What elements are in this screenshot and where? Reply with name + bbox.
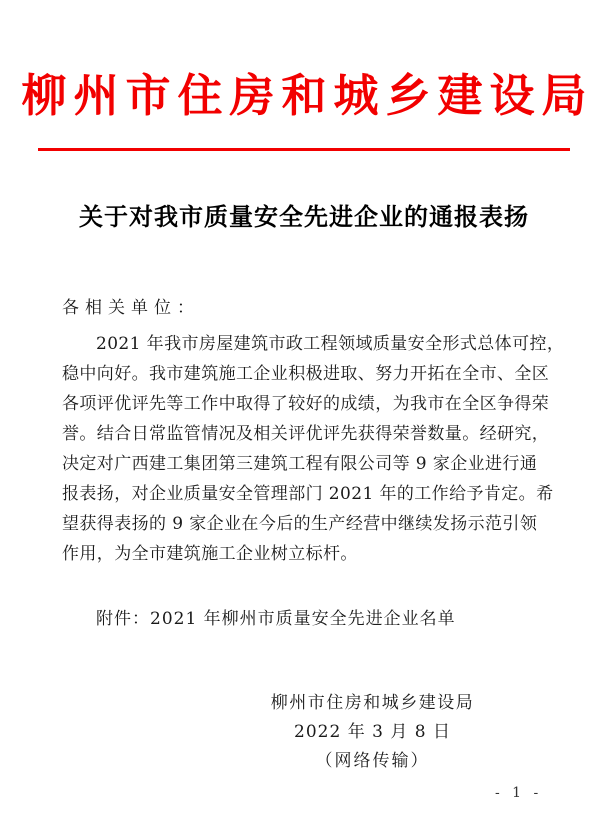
attachment-line: 附件：2021 年柳州市质量安全先进企业名单	[96, 609, 456, 629]
body-line: 2021 年我市房屋建筑市政工程领域质量安全形式总体可控，	[96, 334, 565, 354]
page-number: - 1 -	[495, 785, 543, 801]
body-line: 报表扬，对企业质量安全管理部门 2021 年的工作给予肯定。希	[62, 484, 554, 504]
document-title: 关于对我市质量安全先进企业的通报表扬	[79, 202, 529, 231]
letterhead-title: 柳州市住房和城乡建设局	[21, 69, 594, 122]
signature-org-name: 柳州市住房和城乡建设局	[270, 693, 475, 713]
document-body	[62, 293, 565, 569]
body-line: 各项评优评先等工作中取得了较好的成绩，为我市在全区争得荣	[62, 394, 550, 414]
body-line: 望获得表扬的 9 家企业在今后的生产经营中继续发扬示范引领	[62, 514, 538, 534]
signature-date: 2022 年 3 月 8 日	[294, 722, 451, 742]
signature-delivery-method: （网络传输）	[315, 751, 430, 771]
salutation-line: 各相关单位：	[62, 298, 200, 318]
body-line: 作用，为全市建筑施工企业树立标杆。	[62, 544, 358, 564]
body-line: 誉。结合日常监管情况及相关评优评先获得荣誉数量。经研究，	[62, 424, 550, 444]
letterhead-red-divider	[38, 148, 570, 151]
signature-block	[240, 689, 505, 776]
body-line: 稳中向好。我市建筑施工企业积极进取、努力开拓在全市、全区	[62, 364, 550, 384]
body-line: 决定对广西建工集团第三建筑工程有限公司等 9 家企业进行通	[62, 454, 538, 474]
